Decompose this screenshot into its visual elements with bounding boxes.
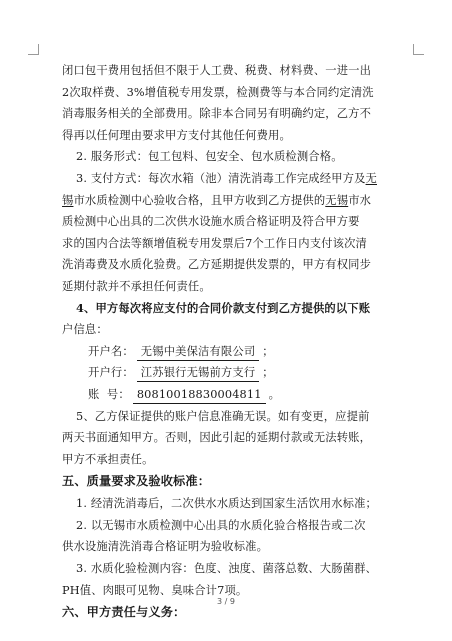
crop-mark-top-left [28,44,39,55]
section-heading-quality: 五、质量要求及验收标准： [62,474,211,489]
service-form-line: 2. 服务形式：包工包料、包安全、包水质检测合格。 [76,150,343,164]
text-line: PH值、肉眼可见物、臭味合计7项。 [62,583,248,597]
payment-text: 市水 [348,193,372,207]
text-line: 2. 以无锡市水质检测中心出具的水质化验合格报告或二次 [76,518,366,532]
text-line: 得再以任何理由要求甲方支付其他任何费用。 [62,128,291,142]
text-line: 两天书面通知甲方。否则，因此引起的延期付款或无法转账， [62,431,372,445]
account-name-label: 开户名： [88,344,134,358]
underlined-text: 无锡 [325,193,349,207]
punctuation: 。 [268,387,281,401]
text-line: 户信息： [62,323,108,337]
text-line [62,190,402,212]
text-line: 闭口包干费用包括但不限于人工费、税费、材料费、一进一出 [62,64,372,77]
underlined-text: 无 [365,171,377,185]
account-bank-label: 开户行： [88,366,134,380]
section-heading-responsibility: 六、甲方责任与义务： [62,605,186,620]
punctuation: ； [262,366,274,380]
text-line: 3. 水质化验检测内容：色度、浊度、菌落总数、大肠菌群、 [76,562,377,576]
text-line: 供水设施清洗消毒合格证明为验收标准。 [62,540,269,554]
payment-method-line [62,168,402,190]
account-number-row [62,384,402,406]
text-line: 消毒服务相关的全部费用。除非本合同另有明确约定，乙方不 [62,107,372,121]
account-clause-line: 4、甲方每次将应支付的合同价款支付到乙方提供的以下账 [76,300,371,315]
text-line: 质检测中心出具的二次供水设施水质合格证明及符合甲方要 [62,215,360,229]
crop-mark-top-right [413,44,424,55]
text-line: 求的国内合法等额增值税专用发票后7个工作日内支付该次清 [62,236,367,250]
contract-text [62,60,402,624]
text-line: 2次取样费、3%增值税专用发票，检测费等与本合同约定清洗 [62,85,374,99]
text-line: 延期付款并不承担任何责任。 [62,279,211,293]
payment-text: 市水质检测中心验收合格，且甲方收到乙方提供的 [73,193,326,207]
text-line: 甲方不承担责任。 [62,452,154,466]
underlined-text: 锡 [62,193,74,207]
page-number: 3 / 9 [217,597,235,606]
text-line: 1. 经清洗消毒后，二次供水水质达到国家生活饮用水标准； [76,497,377,511]
text-line: 洗消毒费及水质化验费。乙方延期提供发票的，甲方有权同步 [62,258,372,272]
account-number-value: 80810018830004811 [133,387,266,404]
account-name-row [62,341,402,363]
text-line: 5、乙方保证提供的账户信息准确无误。如有变更，应提前 [76,409,370,423]
account-name-value: 无锡中美保洁有限公司 [137,344,259,361]
punctuation: ； [262,344,274,358]
payment-text: 3. 支付方式：每次水箱（池）清洗消毒工作完成经甲方及 [76,171,366,185]
account-bank-row [62,362,402,384]
account-number-label: 账 号： [88,387,130,401]
account-bank-value: 江苏银行无锡前方支行 [137,365,259,382]
